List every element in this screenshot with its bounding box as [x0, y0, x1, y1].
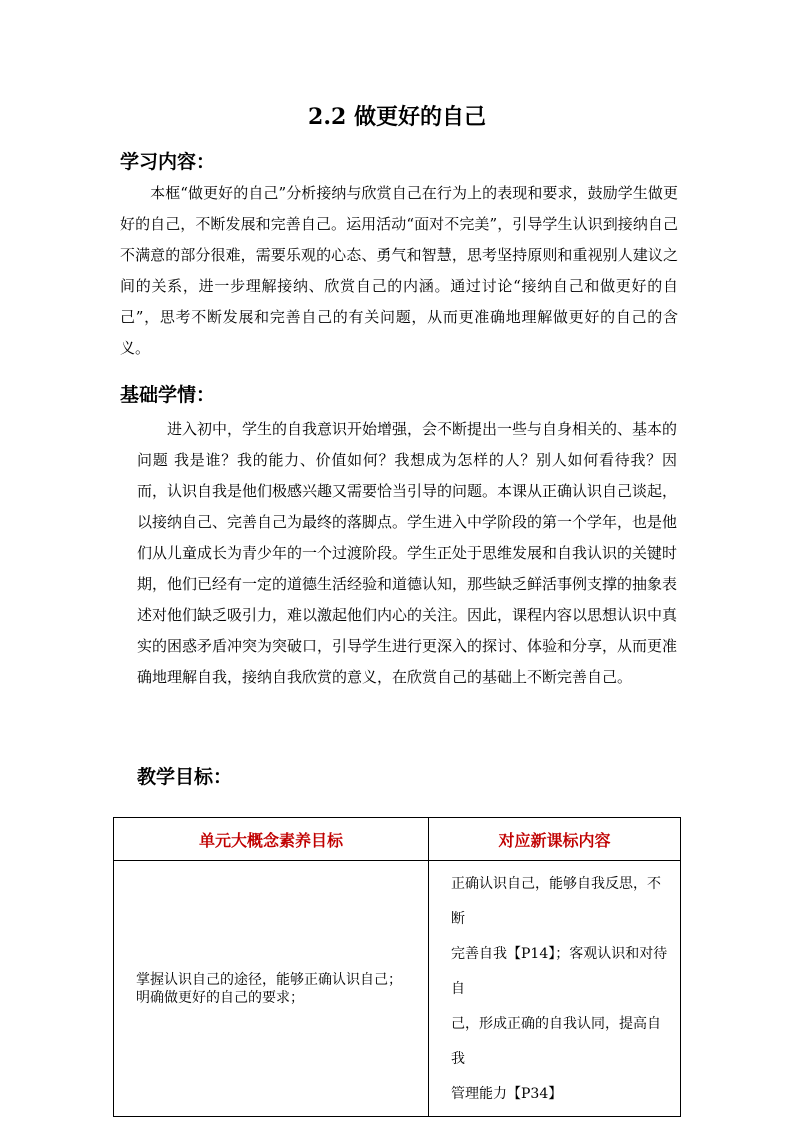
section-heading-teaching-goals: 教学目标： — [137, 766, 233, 788]
curriculum-line: 完善自我【P14】；客观认识和对待自 — [451, 946, 668, 997]
paragraph-student-background: 进入初中，学生的自我意识开始增强，会不断提出一些与自身相关的、基本的问题 我是谁？我的能力、价值如何？我想成为怎样的人？别人如何看待我？因而，认识自我是他们极感兴趣又需要恰当引导的问题。本课从正确认识自己谈起，以接纳自己、完善自己为最终的落脚点。学生进入中学阶段的第一个学年，也是他们从儿童成长为青少年的一个过渡阶段。学生正处于思维发展和自我认识的关键时期，他们已经有一定的道德生活经验和道德认知，那些缺乏鲜活事例支撑的抽象表述对他们缺乏吸引力，难以激起他们内心的关注。因此，课程内容以思想认识中真实的困惑矛盾冲突为突破口，引导学生进行更深入的探讨、体验和分享，从而更准确地理解自我，接纳自我欣赏的意义，在欣赏自己的基础上不断完善自己。 — [137, 420, 678, 686]
goal-line: 掌握认识自己的途径，能够正确认识自己； — [136, 971, 402, 988]
section-heading-learning-content: 学习内容： — [120, 151, 216, 173]
table-row — [114, 861, 681, 1117]
curriculum-line: 正确认识自己，能够自我反思，不断 — [451, 876, 661, 927]
goals-table — [113, 817, 681, 1117]
table-cell-unit-goals — [114, 861, 429, 1117]
table-header-row — [114, 818, 681, 861]
paragraph-learning-content: 本框“做更好的自己”分析接纳与欣赏自己在行为上的表现和要求，鼓励学生做更好的自己，不断发展和完善自己。运用活动“面对不完美”，引导学生认识到接纳自己不满意的部分很难，需要乐观的心态、勇气和智慧，思考坚持原则和重视别人建议之间的关系，进一步理解接纳、欣赏自己的内涵。通过讨论“接纳自己和做更好的自己”，思考不断发展和完善自己的有关问题，从而更准确地理解做更好的自己的含义。 — [120, 184, 678, 357]
curriculum-line: 管理能力【P34】 — [451, 1086, 563, 1102]
table-header-cell: 对应新课标内容 — [429, 818, 681, 861]
table-cell-curriculum-content — [429, 861, 681, 1117]
goal-line: 明确做更好的自己的要求； — [136, 989, 304, 1006]
section-heading-student-background: 基础学情： — [120, 384, 216, 406]
table-header-cell: 单元大概念素养目标 — [114, 818, 429, 861]
document-title: 2.2 做更好的自己 — [308, 104, 486, 130]
curriculum-line: 己，形成正确的自我认同，提高自我 — [451, 1016, 661, 1067]
